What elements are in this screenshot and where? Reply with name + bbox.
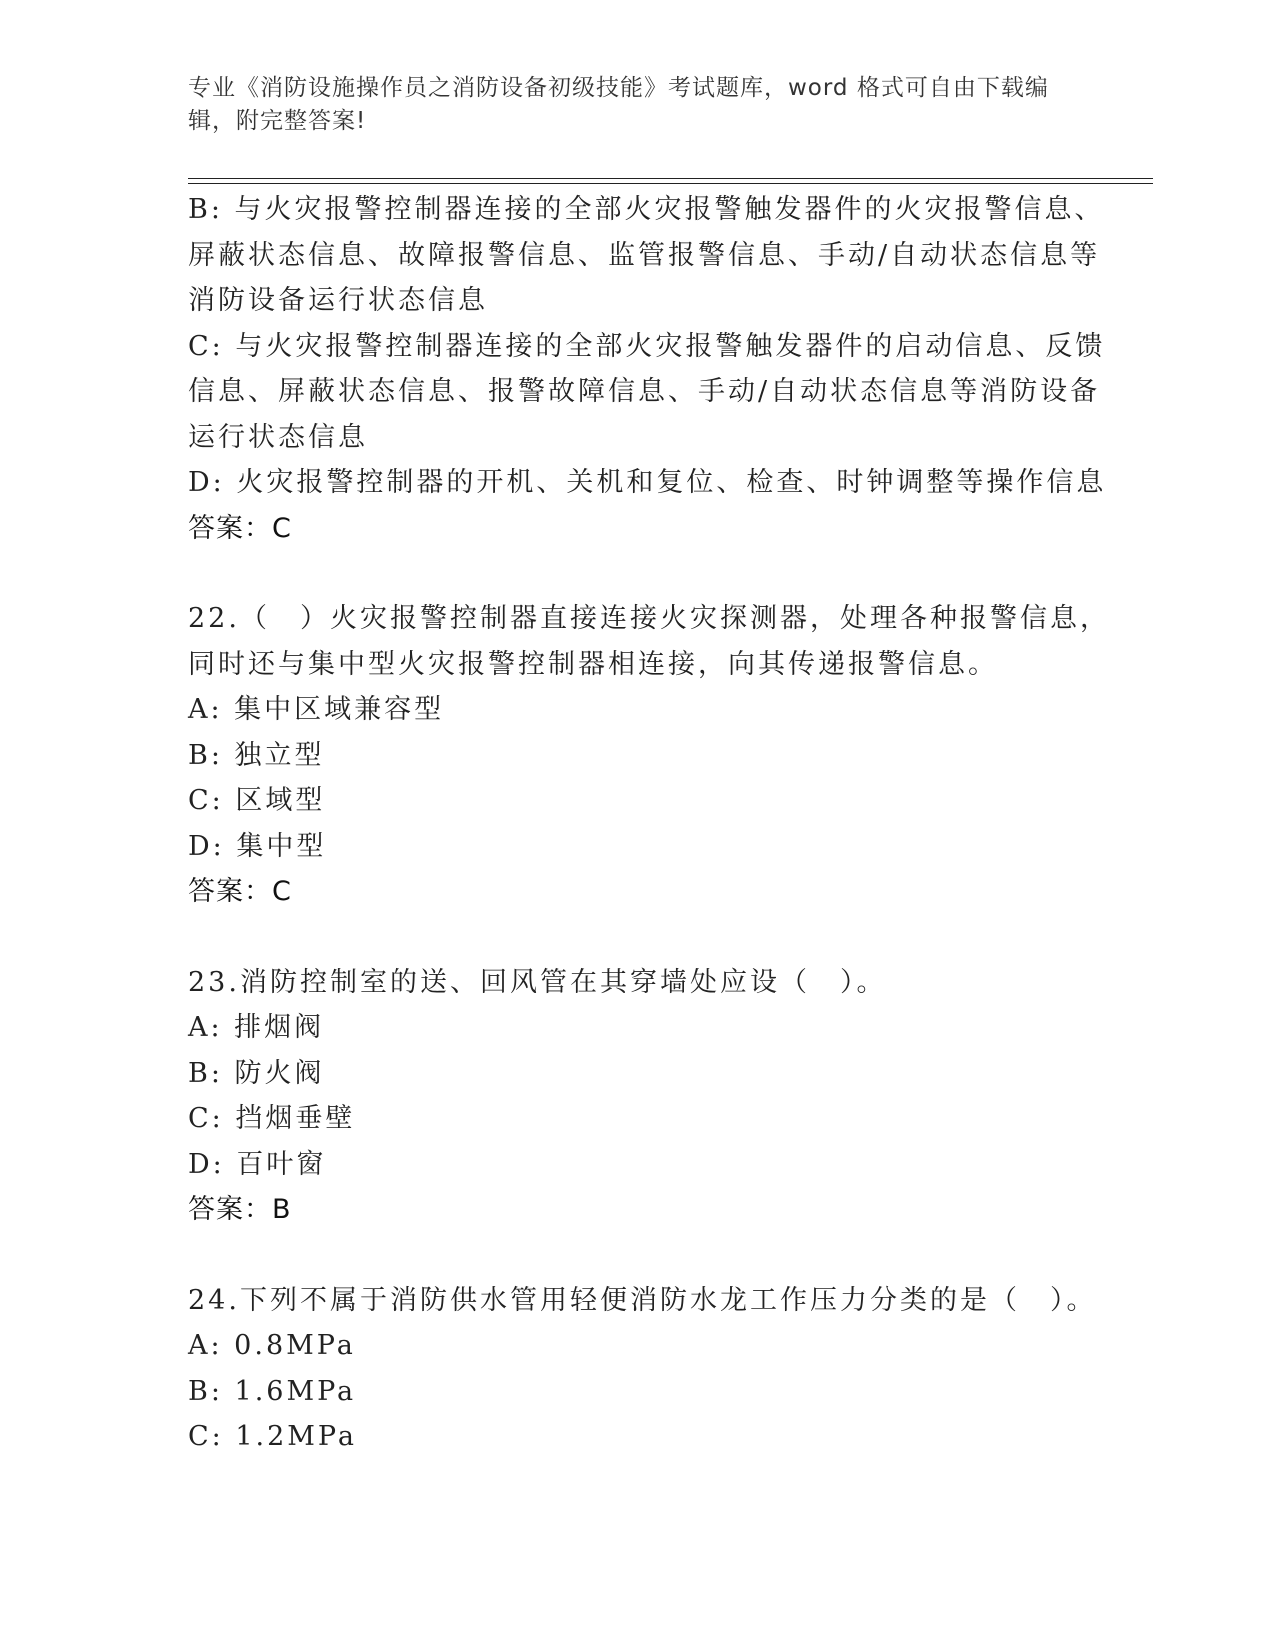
option-b-line-2: 屏蔽状态信息、故障报警信息、监管报警信息、手动/自动状态信息等	[188, 239, 1101, 271]
option-c: C: 区域型	[188, 785, 326, 816]
document-header-note	[188, 72, 1068, 138]
header-rule-top	[188, 178, 1153, 179]
header-rule-bottom	[188, 183, 1153, 184]
option-c-line-1: C: 与火灾报警控制器连接的全部火灾报警触发器件的启动信息、反馈	[188, 330, 1106, 362]
question-stem-line-2: 同时还与集中型火灾报警控制器相连接，向其传递报警信息。	[188, 648, 998, 680]
answer-label: 答案：C	[188, 876, 292, 907]
option-c-line-2: 信息、屏蔽状态信息、报警故障信息、手动/自动状态信息等消防设备	[188, 376, 1101, 407]
option-c: C: 1.2MPa	[188, 1421, 357, 1452]
spacer	[188, 915, 1088, 960]
option-c-line-3: 运行状态信息	[188, 421, 368, 453]
option-b: B: 防火阀	[188, 1057, 325, 1089]
header-note-line-2: 辑，附完整答案!	[188, 108, 367, 134]
answer-label: 答案：B	[188, 1194, 292, 1225]
question-22	[188, 596, 1110, 915]
question-stem-line-1: 22.（ ）火灾报警控制器直接连接火灾探测器，处理各种报警信息，	[188, 603, 1110, 634]
option-d: D: 火灾报警控制器的开机、关机和复位、检查、时钟调整等操作信息	[188, 467, 1107, 498]
option-a: A: 0.8MPa	[188, 1330, 356, 1361]
spacer	[188, 1233, 1088, 1278]
option-b: B: 1.6MPa	[188, 1375, 357, 1407]
question-stem: 23.消防控制室的送、回风管在其穿墙处应设（ ）。	[188, 966, 887, 998]
question-23	[188, 960, 1088, 1233]
header-note-line-1: 专业《消防设施操作员之消防设备初级技能》考试题库，word 格式可自由下载编	[188, 75, 1049, 101]
option-b-line-3: 消防设备运行状态信息	[188, 285, 488, 316]
question-21-continued	[188, 187, 1107, 551]
option-b-line-1: B: 与火灾报警控制器连接的全部火灾报警触发器件的火灾报警信息、	[188, 194, 1105, 225]
spacer	[188, 551, 1088, 596]
question-content	[188, 187, 1110, 1460]
option-d: D: 集中型	[188, 830, 327, 862]
option-a: A: 集中区域兼容型	[188, 694, 445, 725]
question-stem: 24.下列不属于消防供水管用轻便消防水龙工作压力分类的是（ ）。	[188, 1284, 1097, 1316]
option-a: A: 排烟阀	[188, 1012, 325, 1043]
option-c: C: 挡烟垂壁	[188, 1103, 356, 1134]
option-d: D: 百叶窗	[188, 1148, 327, 1180]
answer-label: 答案：C	[188, 512, 292, 544]
option-b: B: 独立型	[188, 739, 325, 771]
question-24	[188, 1278, 1097, 1460]
